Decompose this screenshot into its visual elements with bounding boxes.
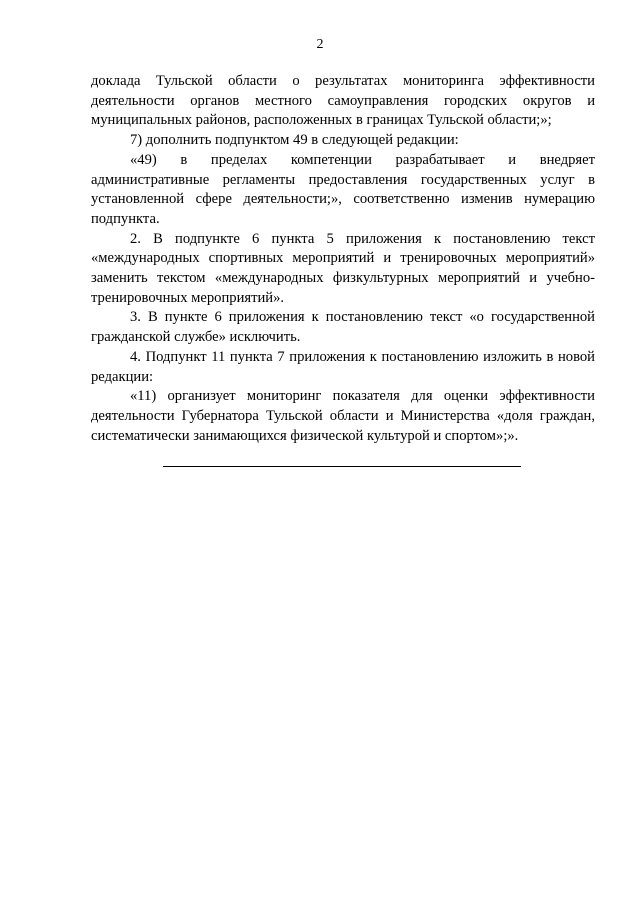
paragraph-section-2: 2. В подпункте 6 пункта 5 приложения к постановлению текст «международных спортивных мероприятий и тренировочных мероприятий» заменить текстом «международных физкультурных мероприятий и учебно-тренировочных мероприятий». [91, 230, 595, 306]
paragraph-section-3: 3. В пункте 6 приложения к постановлению текст «о государственной гражданской службе» исключить. [91, 309, 595, 346]
paragraph-section-4: 4. Подпункт 11 пункта 7 приложения к постановлению изложить в новой редакции: [91, 348, 595, 385]
paragraph-subitem-11: «11) организует мониторинг показателя для оценки эффективности деятельности Губернатора Тульской области и Министерства «доля граждан, систематически занимающихся физической культурой и спортом»;». [91, 388, 595, 444]
paragraph-item-7: 7) дополнить подпунктом 49 в следующей редакции: [130, 132, 459, 149]
paragraph-continuation: доклада Тульской области о результатах мониторинга эффективности деятельности органов местного самоуправления городских округов и муниципальных районов, расположенных в границах Тульской области;»; [91, 73, 595, 129]
page-number: 2 [316, 37, 324, 52]
document-body [91, 72, 595, 446]
paragraph-subitem-49: «49) в пределах компетенции разрабатывает и внедряет административные регламенты предоставления государственных услуг в установленной сфере деятельности;», соответственно изменив нумерацию подпункта. [91, 151, 595, 227]
closing-rule [163, 466, 521, 467]
